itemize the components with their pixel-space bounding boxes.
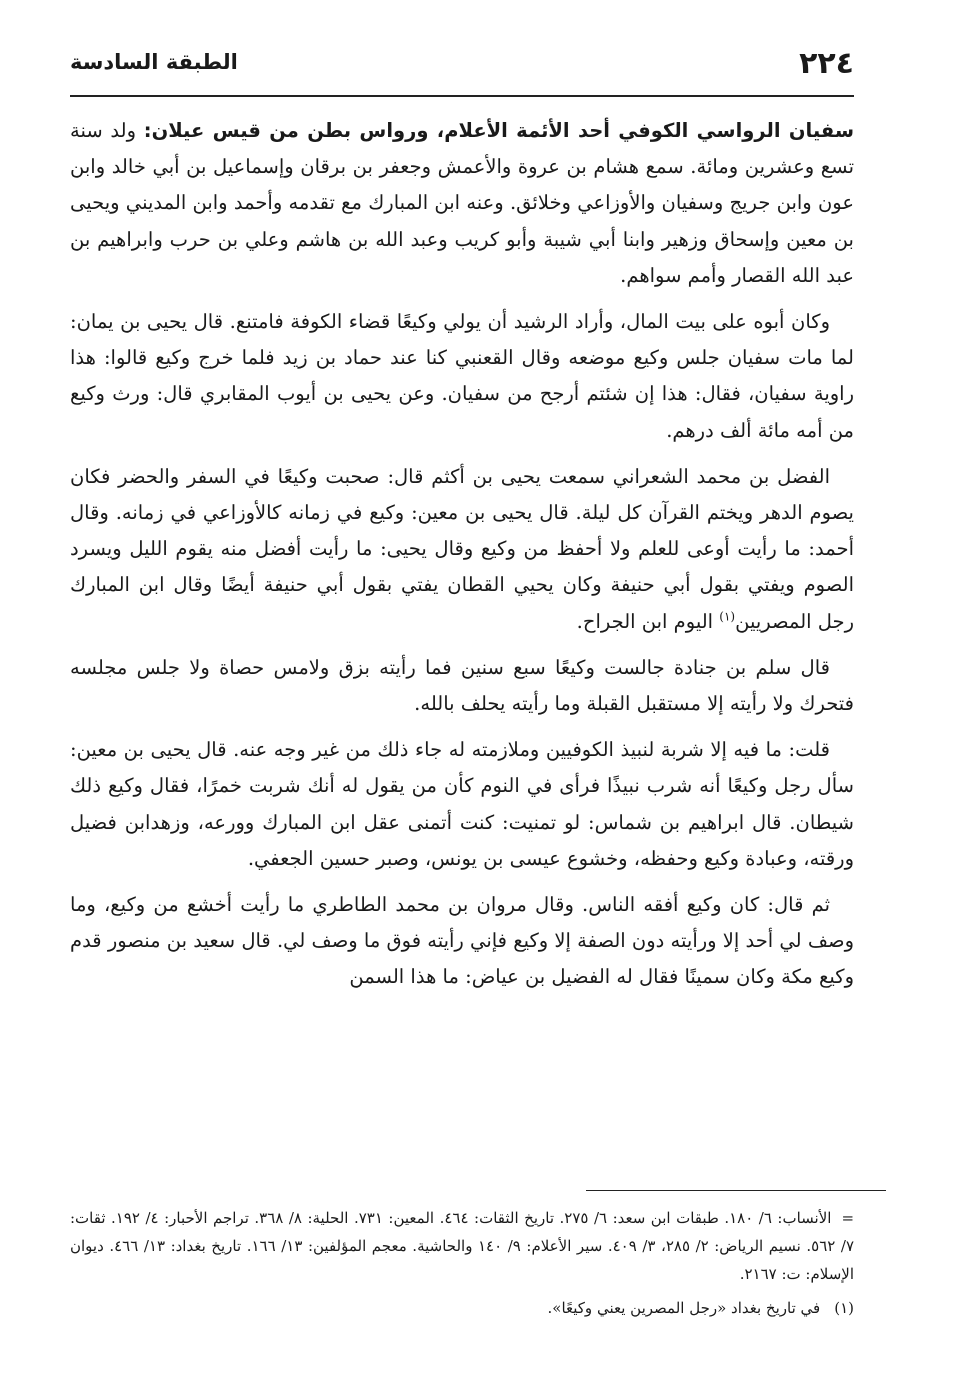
continuation-mark: = [841,1209,855,1227]
paragraph-text: ولد سنة تسع وعشرين ومائة. سمع هشام بن عروة والأعمش وجعفر بن برقان وإسماعيل بن أبي خالد وابن عون وابن جريج وسفيان والأوزاعي وخلائق. وعنه ابن المبارك مع تقدمه وأحمد وابن المديني ويحيى بن معين وإسحاق وزهير وابنا أبي شيبة وأبو كريب وعبد الله بن هاشم وعلي بن حرب وابراهيم بن عبد الله القصار وأمم سواهم. [70,119,854,287]
paragraph: وكان أبوه على بيت المال، وأراد الرشيد أن يولي وكيعًا قضاء الكوفة فامتنع. قال يحيى بن يمان: لما مات سفيان جلس وكيع موضعه وقال القعنبي كنا عند حماد بن زيد فلما خرج وكيع قالوا: هذا راوية سفيان، فقال: هذا إن شئتم أرجح من سفيان. وعن يحيى بن أيوب المقابري قال: ورث وكيع من أمه مائة ألف درهم. [70,310,854,442]
footnote-text: في تاريخ بغداد «رجل المصرين يعني وكيعًا». [547,1299,821,1317]
paragraph: ثم قال: كان وكيع أفقه الناس. وقال مروان بن محمد الطاطري ما رأيت أخشع من وكيع، وما وصف لي أحد إلا ورأيته دون الصفة إلا وكيع فإني رأيته فوق ما وصف لي. قال سعيد بن منصور قدم وكيع مكة وكان سمينًا فقال له الفضيل بن عياض: ما هذا السمن [70,893,854,989]
footnote-1 [70,1294,854,1322]
paragraph: قال سلم بن جنادة جالست وكيعًا سبع سنين فما رأيته بزق ولامس حصاة ولا جلس مجلسه فتحرك ولا رأيته إلا مستقبل القبلة وما رأيته يحلف بالله. [70,655,854,716]
footnotes [70,1204,854,1328]
paragraph [70,459,854,640]
footnote-marker: (١) [719,609,736,624]
paragraph-text: الفضل بن محمد الشعراني سمعت يحيى بن أكثم قال: صحبت وكيعًا في السفر والحضر فكان يصوم الدهر ويختم القرآن كل ليلة. قال يحيى بن معين: وكيع في زمانه كالأوزاعي في زمانه. وقال أحمد: ما رأيت أوعى للعلم ولا أحفظ من وكيع وقال يحيى: ما رأيت أفضل منه يقوم الليل ويسرد الصوم ويفتي بقول أبي حنيفة وكان يحيي القطان يفتي بقول أبي حنيفة أيضًا وقال ابن المبارك رجل المصريين [70,464,854,633]
footnote-text: الأنساب: ٦/ ١٨٠. طبقات ابن سعد: ٦/ ٢٧٥. تاريخ الثقات: ٤٦٤. المعين: ٧٣١. الحلية: ٨/ ٣٦٨. تراجم الأحبار: ٤/ ١٩٢. ثقات: ٧/ ٥٦٢. نسيم الرياض: ٢/ ٢٨٥، ٣/ ٤٠٩. سير الأعلام: ٩/ ١٤٠ والحاشية. معجم المؤلفين: ١٣/ ١٦٦. تاريخ بغداد: ١٣/ ٤٦٦. ديوان الإسلام: ت: ٢١٦٧. [70,1209,854,1283]
page-number: ٢٢٤ [799,46,854,81]
footnote-rule [586,1190,886,1191]
page-header [70,40,854,88]
running-title: الطبقة السادسة [70,50,238,74]
entry-heading: سفيان الرواسي الكوفي أحد الأئمة الأعلام، ورواس بطن من قيس عيلان: [143,119,854,142]
footnote-number: (١) [834,1299,854,1317]
footnote-sources [70,1204,854,1288]
body-text [70,113,854,1006]
paragraph [70,113,854,294]
paragraph-text: اليوم ابن الجراح. [576,609,720,633]
header-rule [70,95,854,97]
paragraph: قلت: ما فيه إلا شربة لنبيذ الكوفيين وملازمته له جاء ذلك من غير وجه عنه. قال يحيى بن معين: سأل رجل وكيعًا أنه شرب نبيذًا فرأى في النوم كأن من يقول له أنك شربت خمرًا، فقال وكيع ذلك شيطان. قال ابراهيم بن شماس: لو تمنيت: كنت أتمنى عقل ابن المبارك وورعه، وزهدابن فضيل ورقته، وعبادة وكيع وحفظه، وخشوع عيسى بن يونس، وصبر حسين الجعفي. [70,738,854,870]
